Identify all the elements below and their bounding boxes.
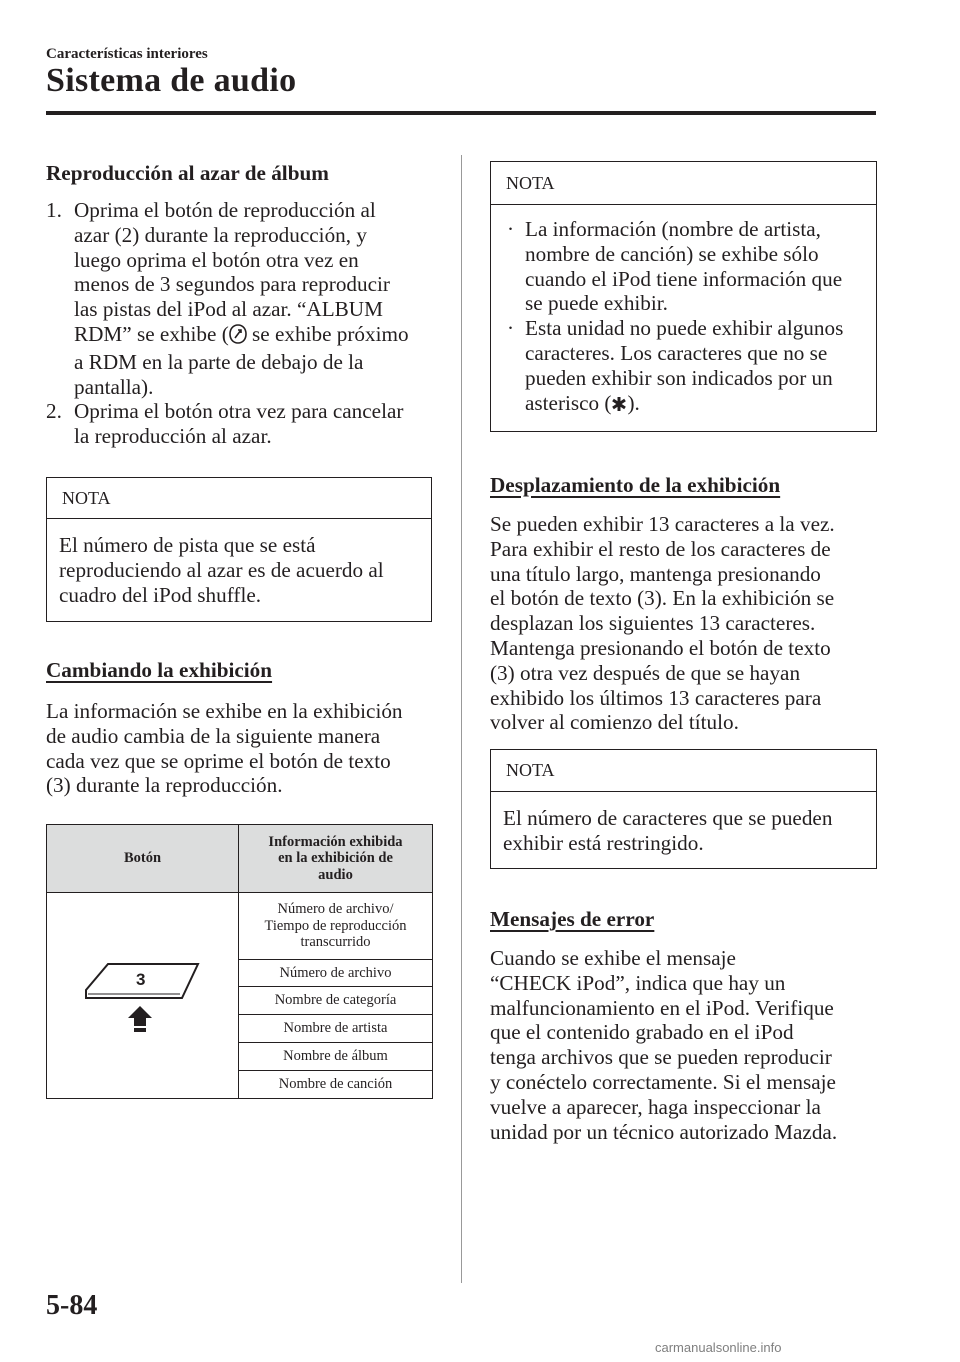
paragraph-line: unidad por un técnico autorizado Mazda. [490,1119,838,1144]
watermark: carmanualsonline.info [655,1340,782,1355]
cell-line: Número de archivo/ [277,901,394,918]
shuffle-icon [229,324,247,350]
errors-heading: Mensajes de error [490,907,655,931]
errors-paragraph [490,946,890,1144]
nota-line: reproduciendo al azar es de acuerdo al [59,557,384,582]
step-line: a RDM en la parte de debajo de la [74,349,364,374]
scroll-heading: Desplazamiento de la exhibición [490,473,781,497]
press-arrow-icon [128,1006,152,1032]
paragraph-line: exhibido los últimos 13 caracteres para [490,685,822,710]
header-rule [46,111,876,115]
step-line: Oprima el botón otra vez para cancelar [74,399,404,424]
paragraph-line: “CHECK iPod”, indica que hay un [490,970,786,995]
step-text: RDM” se exhibe ( [74,321,229,346]
nota-label: NOTA [47,478,431,519]
table-cell [239,893,433,960]
header-line: Información exhibida [268,833,403,850]
step-line: menos de 3 segundos para reproducir [74,272,390,297]
display-heading: Cambiando la exhibición [46,658,273,682]
table-cell: Nombre de canción [239,1071,433,1099]
step-line: la reproducción al azar. [74,424,272,449]
bullet-line [525,391,876,418]
nota-label: NOTA [491,162,876,205]
scroll-paragraph [490,512,890,735]
table-cell: Número de archivo [239,960,433,987]
section-label: Características interiores [46,46,208,62]
paragraph-line: vuelve a aparecer, haga inspeccionar la [490,1094,821,1119]
shuffle-steps [46,198,446,449]
step-2 [46,399,446,449]
cell-line: transcurrido [300,934,371,951]
step-line: luego oprima el botón otra vez en [74,247,359,272]
step-line: Oprima el botón de reproducción al [74,198,376,222]
paragraph-line: una título largo, mantenga presionando [490,561,821,586]
bullet-line: cuando el iPod tiene información que [525,266,843,291]
paragraph-line: que el contenido grabado en el iPod [490,1020,794,1045]
nota-line: El número de pista que se está [59,533,316,557]
nota-line: El número de caracteres que se pueden [503,806,833,830]
display-paragraph [46,699,446,798]
bullet-line: nombre de canción) se exhibe sólo [525,241,819,266]
display-table [46,824,433,1099]
paragraph-line: tenga archivos que se pueden reproducir [490,1045,832,1070]
paragraph-line: cada vez que se oprime el botón de texto [46,748,391,773]
bullet-line: pueden exhibir son indicados por un [525,365,833,390]
bullet-dot: · [507,316,515,341]
paragraph-line: volver al comienzo del título. [490,710,739,735]
step-1 [46,198,446,399]
step-number: 1. [46,198,62,222]
bullet-line: se puede exhibir. [525,291,668,316]
paragraph-line: y conéctelo correctamente. Si el mensaje [490,1069,836,1094]
text-button-cell [47,893,239,1099]
bullet-text: asterisco ( [525,390,612,415]
bullet-item [491,217,876,316]
nota-box-2 [490,161,877,432]
table-header-info [239,825,433,893]
step-line [74,322,446,350]
nota-line: exhibir está restringido. [503,830,704,855]
page-title: Sistema de audio [46,62,297,99]
bullet-line: Esta unidad no puede exhibir algunos [525,316,844,341]
header-line: en la exhibición de [278,850,393,867]
table-cell: Nombre de álbum [239,1043,433,1071]
nota-label: NOTA [491,750,876,792]
step-line: pantalla). [74,374,154,399]
asterisk-icon [611,393,627,418]
paragraph-line: Cuando se exhibe el mensaje [490,946,736,970]
text-button-illustration [78,948,208,1038]
nota-text [491,792,876,856]
paragraph-line: malfuncionamiento en el iPod. Verifique [490,995,834,1020]
nota-box-1 [46,477,432,622]
paragraph-line: Para exhibir el resto de los caracteres de [490,536,831,561]
paragraph-line: Se pueden exhibir 13 caracteres a la vez. [490,512,835,536]
paragraph-line: (3) otra vez después de que se hayan [490,660,801,685]
step-text: se exhibe próximo [246,321,409,346]
column-divider [461,155,462,1283]
shuffle-album-heading: Reproducción al azar de álbum [46,161,329,185]
step-number: 2. [46,399,62,424]
bullet-line: La información (nombre de artista, [525,217,821,241]
paragraph-line: La información se exhibe en la exhibición [46,699,403,723]
nota-box-3 [490,749,877,869]
paragraph-line: desplazan los siguientes 13 caracteres. [490,611,816,636]
bullet-item [491,316,876,417]
cell-line: Tiempo de reproducción [264,917,407,934]
header-line: audio [318,866,353,883]
paragraph-line: de audio cambia de la siguiente manera [46,723,381,748]
table-cell: Nombre de categoría [239,987,433,1015]
paragraph-line: el botón de texto (3). En la exhibición se [490,586,835,611]
bullet-dot: · [507,217,515,241]
bullet-text: ). [627,390,640,415]
table-header-button: Botón [47,825,239,893]
paragraph-line: (3) durante la reproducción. [46,773,283,798]
step-line: las pistas del iPod al azar. “ALBUM [74,297,383,322]
table-cell: Nombre de artista [239,1015,433,1043]
bullet-line: caracteres. Los caracteres que no se [525,340,828,365]
paragraph-line: Mantenga presionando el botón de texto [490,635,831,660]
nota-bullets [491,205,876,417]
button-number: 3 [135,970,145,990]
step-line: azar (2) durante la reproducción, y [74,222,367,247]
nota-text [47,519,431,607]
page-number: 5-84 [46,1290,98,1321]
nota-line: cuadro del iPod shuffle. [59,582,262,607]
